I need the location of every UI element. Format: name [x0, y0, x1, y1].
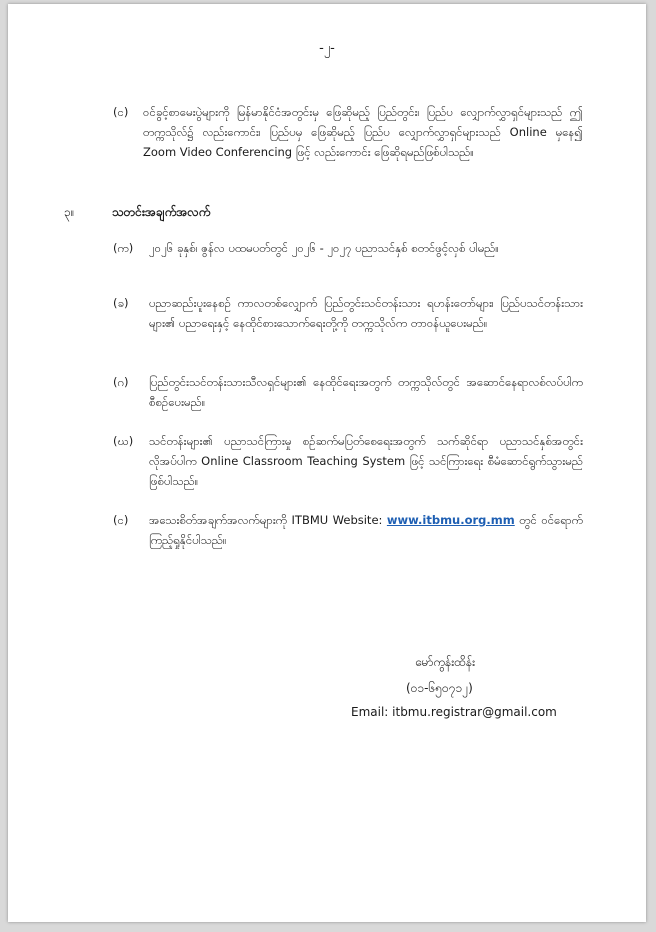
- item-text-after: တွင် ဝင်ရောက်ကြည့်ရှုနိုင်ပါသည်။: [149, 513, 583, 547]
- section-number: ၃။: [64, 205, 75, 219]
- item-text: ပညာဆည်းပူးနေစဉ် ကာလတစ်လျှောက် ပြည်တွင်းသင်တန်းသား ရဟန်းတော်များ၊ ပြည်ပသင်တန်းသားများ၏ ပညာရေးနှင့် နေထိုင်စားသောက်ရေးတို့ကို တက္ကသိုလ်က တာဝန်ယူပေးမည်။: [149, 296, 583, 330]
- itbmu-website-link[interactable]: www.itbmu.org.mm: [386, 513, 515, 527]
- info-item-3: [113, 372, 583, 416]
- item-label: (ဃ): [113, 434, 134, 448]
- info-item-4: [113, 431, 583, 497]
- item-label: (ဂ): [113, 375, 129, 389]
- info-item-5: [113, 510, 583, 554]
- item-label: (ခ): [113, 296, 129, 310]
- item-text: ၂၀၂၆ ခုနှစ်၊ ဇွန်လ ပထမပတ်တွင် ၂၀၂၆ - ၂၀၂၇ ပညာသင်နှစ် စတင်ဖွင့်လှစ် ပါမည်။: [149, 241, 499, 255]
- signatory-email: Email: itbmu.registrar@gmail.com: [351, 705, 557, 719]
- item-label: (င): [113, 513, 129, 527]
- item-text: ပြည်တွင်းသင်တန်းသားသီလရှင်များ၏ နေထိုင်ရေးအတွက် တက္ကသိုလ်တွင် အဆောင်နေရာလစ်လပ်ပါက စီစဉ်ပေးမည်။: [149, 375, 583, 409]
- item-label: (င): [113, 105, 129, 119]
- document-page: [8, 4, 646, 922]
- item-label: (က): [113, 241, 134, 255]
- item-text: သင်တန်းများ၏ ပညာသင်ကြားမှု စဉ်ဆက်မပြတ်စေရေးအတွက် သက်ဆိုင်ရာ ပညာသင်နှစ်အတွင်း လိုအပ်ပါက Online Classroom Teaching System ဖြင့် သင်ကြားရေး စီမံဆောင်ရွက်သွားမည် ဖြစ်ပါသည်။: [149, 434, 583, 488]
- info-item-2: [113, 293, 583, 357]
- item-text: ဝင်ခွင့်စာမေးပွဲများကို မြန်မာနိုင်ငံအတွင်းမှ ဖြေဆိုမည့် ပြည်တွင်း၊ ပြည်ပ လျှောက်လွှာရှင်များသည် ဤတက္ကသိုလ်၌ လည်းကောင်း၊ ပြည်ပမှ ဖြေဆိုမည့် ပြည်ပ လျှောက်လွှာရှင်များသည် Online မှနေ၍ Zoom Video Conferencing ဖြင့် လည်းကောင်း ဖြေဆိုရမည်ဖြစ်ပါသည်။: [143, 105, 583, 159]
- item-text-before: အသေးစိတ်အချက်အလက်များကို ITBMU Website:: [149, 513, 383, 527]
- section-title: သတင်းအချက်အလက်: [112, 205, 211, 219]
- signatory-phone: (၀၁-၆၅၀၇၁၂): [406, 681, 473, 695]
- signatory-title: မော်ကွန်းထိန်း: [415, 655, 476, 669]
- info-item-1: [113, 238, 583, 282]
- page-number: -၂-: [319, 41, 335, 56]
- admission-exam-paragraph: [113, 102, 583, 192]
- item-text: [149, 510, 583, 550]
